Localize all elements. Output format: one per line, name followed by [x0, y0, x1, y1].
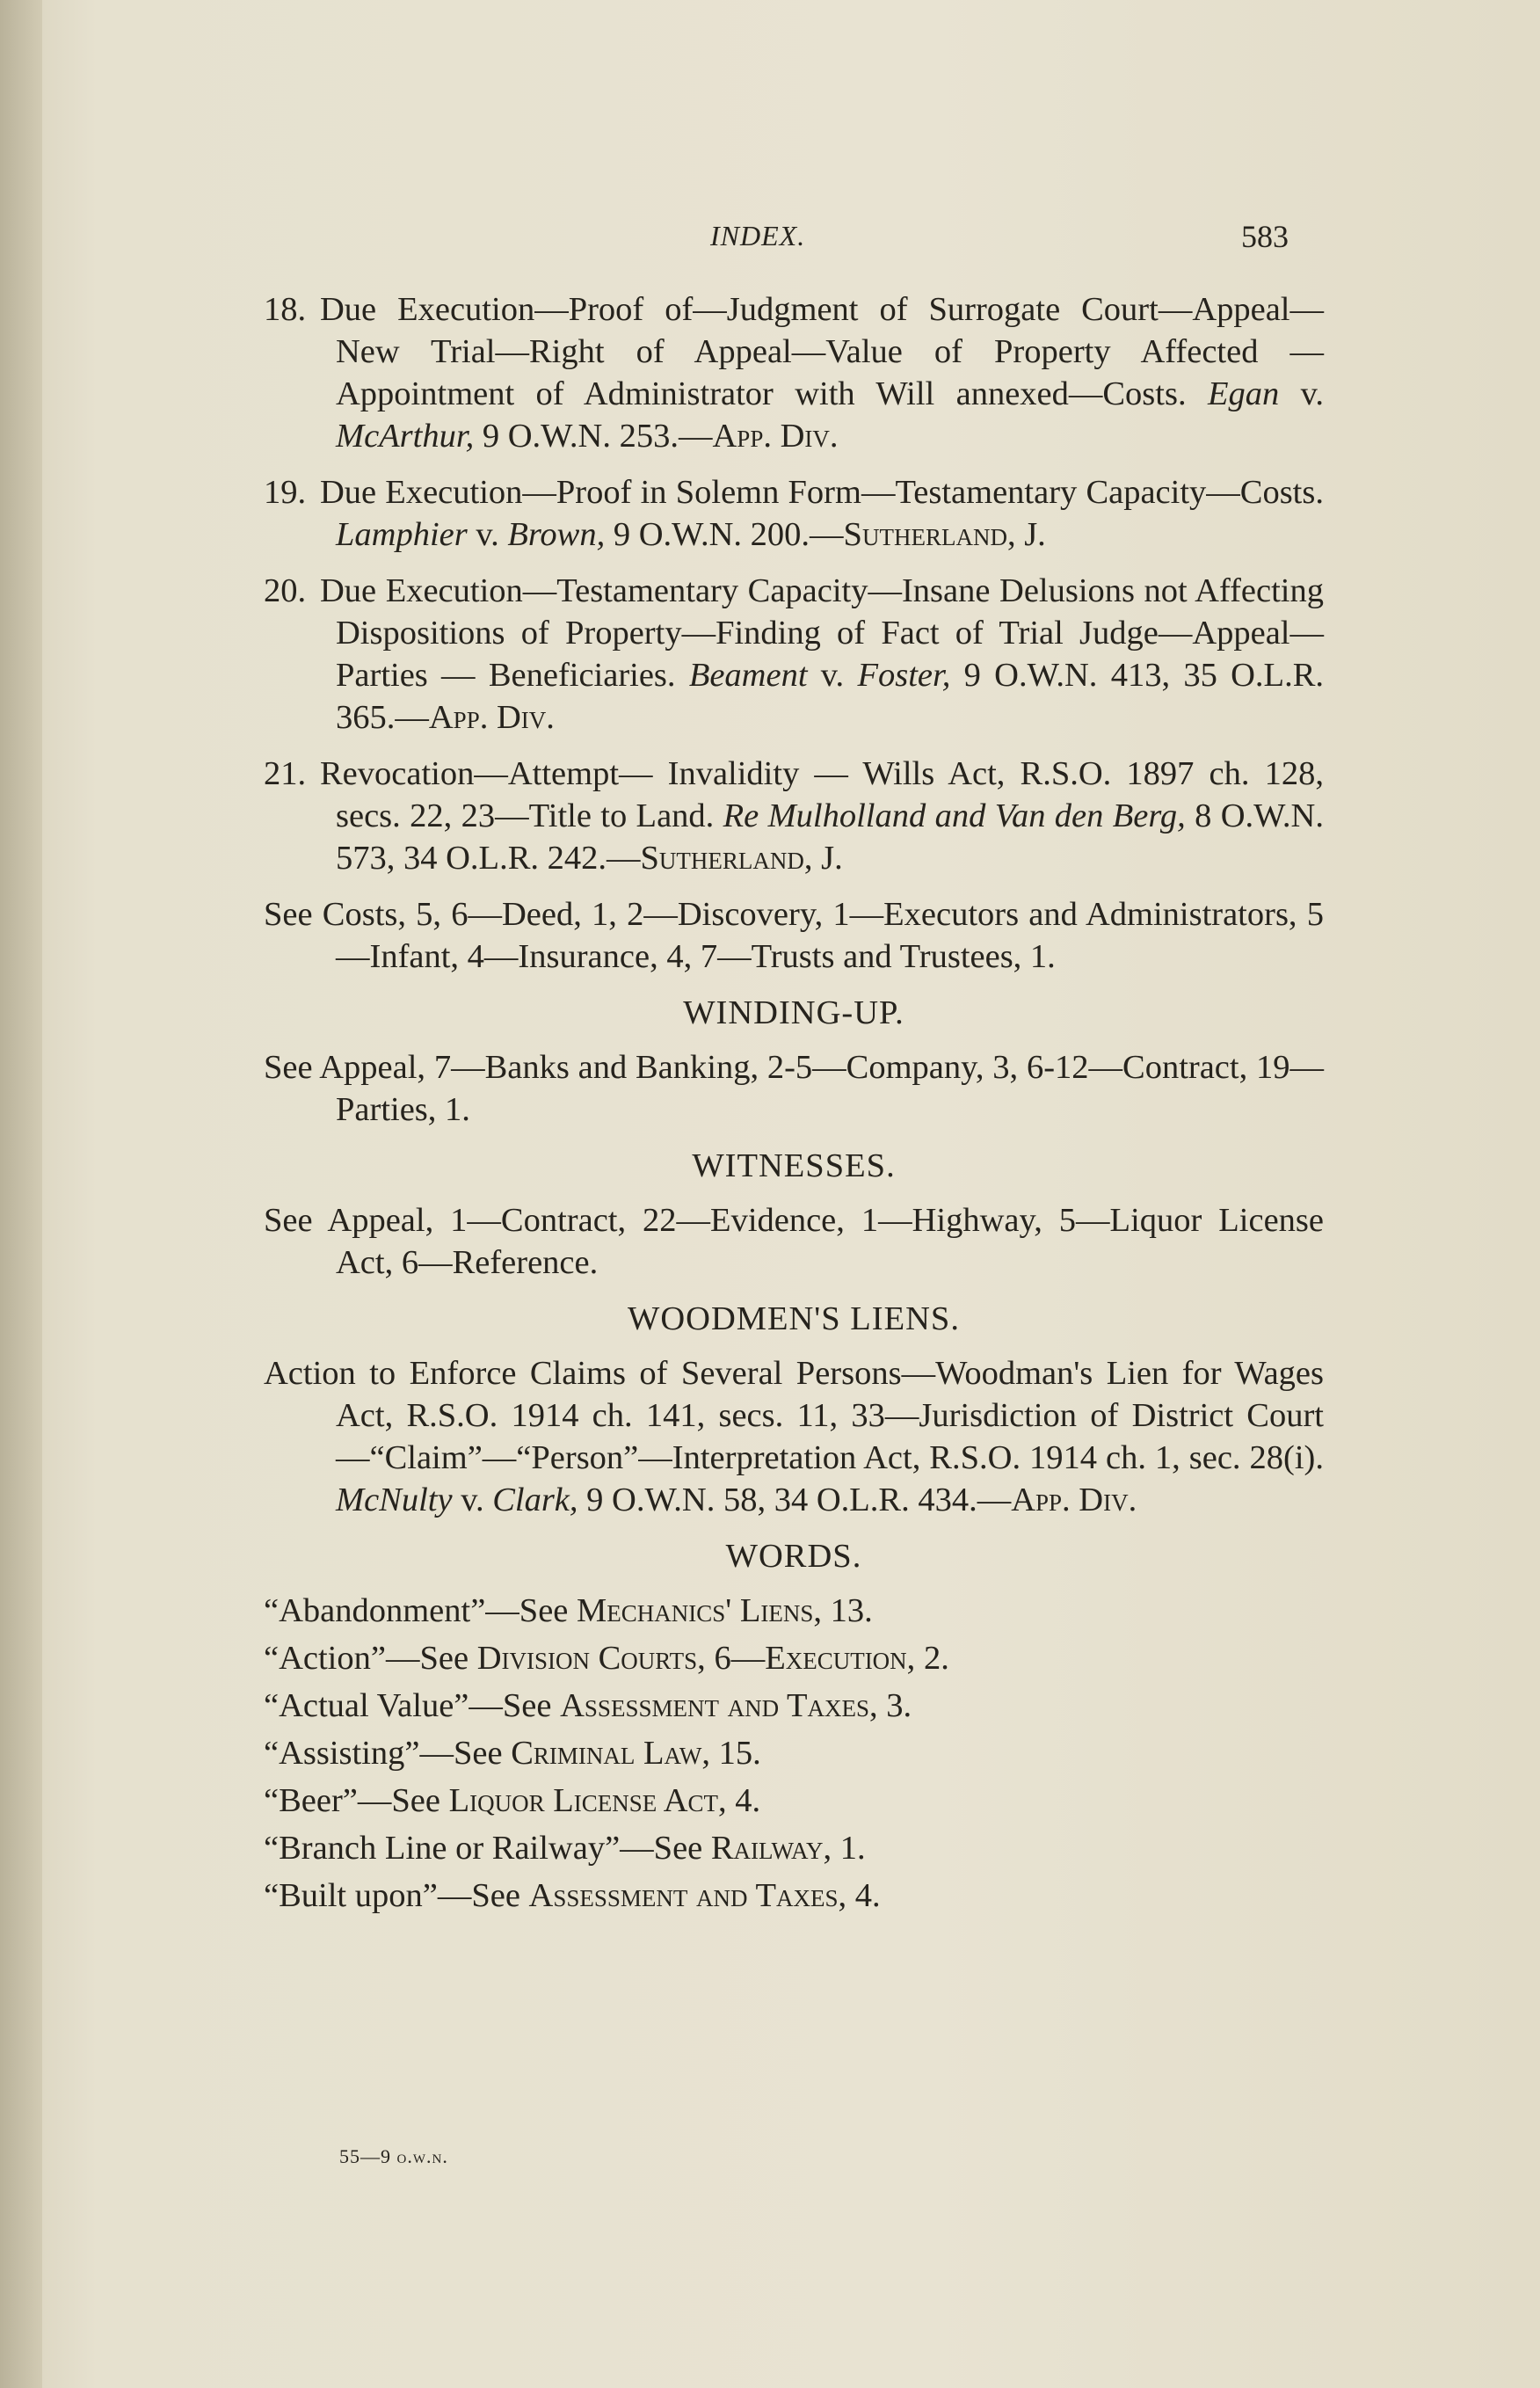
- case-party: McNulty: [336, 1482, 453, 1518]
- word-number: 3.: [877, 1687, 912, 1724]
- word-term: “Built upon”—See: [264, 1877, 529, 1914]
- word-number: 4.: [726, 1782, 761, 1819]
- word-entry: [264, 1732, 1324, 1774]
- word-entry: [264, 1827, 1324, 1869]
- word-term: “Assisting”—See: [264, 1735, 512, 1772]
- word-number: 15.: [710, 1735, 761, 1772]
- case-party: Lamphier: [336, 516, 468, 553]
- court: Sutherland, J.: [640, 840, 843, 877]
- index-content: [264, 288, 1324, 1922]
- word-reference: Criminal Law,: [511, 1735, 710, 1772]
- entry-number: 19.: [264, 474, 307, 511]
- citation: 9 O.W.N. 58, 34 O.L.R. 434.—: [578, 1482, 1012, 1518]
- case-party: Egan: [1207, 375, 1280, 412]
- court: App. Div.: [712, 418, 839, 455]
- witnesses-see-also: See Appeal, 1—Contract, 22—Evidence, 1—Highway, 5—Liquor License Act, 6—Reference.: [264, 1202, 1324, 1281]
- word-term: “Branch Line or Railway”—See: [264, 1830, 711, 1867]
- court: Sutherland, J.: [843, 516, 1046, 553]
- entry-text: Action to Enforce Claims of Several Persons—Woodman's Lien for Wages Act, R.S.O. 1914 ch. 141, secs. 11, 33—Jurisdiction of District Court—“Claim”—“Person”—Interpretation Act, R.S.O. 1914 ch. 1, sec. 28(i).: [264, 1355, 1324, 1476]
- citation: 9 O.W.N. 413, 35 O.L.R. 365.—: [336, 657, 1325, 736]
- entry-number: 18.: [264, 291, 307, 328]
- word-reference: Liquor License Act,: [448, 1782, 727, 1819]
- word-term: “Action”—See: [264, 1640, 477, 1677]
- word-number: 6—: [705, 1640, 766, 1677]
- entry-text: Due Execution—Testamentary Capacity—Insane Delusions not Affecting Dispositions of Property—Finding of Fact of Trial Judge—Appeal—Parties — Beneficiaries.: [320, 572, 1324, 694]
- wills-entry-21: [264, 753, 1324, 879]
- word-number: 2.: [915, 1640, 949, 1677]
- citation: 8 O.W.N. 573, 34 O.L.R. 242.—: [336, 797, 1324, 877]
- section-heading-witnesses: WITNESSES.: [692, 1147, 896, 1184]
- word-reference: Assessment and Taxes,: [560, 1687, 878, 1724]
- word-term: “Beer”—See: [264, 1782, 449, 1819]
- entry-number: 20.: [264, 572, 307, 609]
- word-reference: Mechanics' Liens,: [577, 1592, 822, 1629]
- court: App. Div.: [1011, 1482, 1137, 1518]
- word-number: 13.: [821, 1592, 873, 1629]
- entry-text: Due Execution—Proof of—Judgment of Surrogate Court—Appeal—New Trial—Right of Appeal—Value of Property Affected — Appointment of Administrator with Will annexed—Costs.: [320, 291, 1324, 412]
- word-term: “Actual Value”—See: [264, 1687, 561, 1724]
- book-spine-shadow: [0, 0, 42, 2388]
- word-reference: Assessment and Taxes,: [528, 1877, 847, 1914]
- word-entry: [264, 1637, 1324, 1679]
- word-entry: [264, 1590, 1324, 1632]
- wills-entry-19: [264, 471, 1324, 556]
- case-party: Brown,: [507, 516, 606, 553]
- word-entry: [264, 1875, 1324, 1917]
- case-party: Foster,: [857, 657, 951, 694]
- citation: 9 O.W.N. 200.—: [605, 516, 844, 553]
- entry-number: 21.: [264, 755, 307, 792]
- running-header: INDEX.: [710, 220, 806, 251]
- entry-text: Due Execution—Proof in Solemn Form—Testamentary Capacity—Costs.: [320, 474, 1324, 511]
- case-party: Van den Berg,: [994, 797, 1186, 834]
- word-entry: [264, 1780, 1324, 1822]
- wills-entry-20: [264, 570, 1324, 739]
- case-party: Clark,: [492, 1482, 578, 1518]
- case-versus: v.: [807, 657, 858, 694]
- section-heading-words: WORDS.: [725, 1538, 862, 1575]
- case-party: Re Mulholland and: [723, 797, 986, 834]
- winding-up-see-also: See Appeal, 7—Banks and Banking, 2-5—Company, 3, 6-12—Contract, 19—Parties, 1.: [264, 1049, 1324, 1128]
- word-reference: Division Courts,: [476, 1640, 706, 1677]
- word-reference: Execution,: [765, 1640, 916, 1677]
- section-heading-winding-up: WINDING-UP.: [683, 994, 904, 1031]
- court: App. Div.: [428, 699, 555, 736]
- case-versus: v.: [1279, 375, 1324, 412]
- case-versus: v.: [467, 516, 508, 553]
- word-reference: Railway,: [710, 1830, 832, 1867]
- case-versus: [985, 797, 994, 834]
- case-party: McArthur,: [336, 418, 475, 455]
- word-term: “Abandonment”—See: [264, 1592, 578, 1629]
- page-number: 583: [1241, 219, 1289, 254]
- citation: 9 O.W.N. 253.—: [474, 418, 713, 455]
- case-party: Beament: [688, 657, 808, 694]
- word-number: 1.: [832, 1830, 866, 1867]
- section-heading-woodmens-liens: WOODMEN'S LIENS.: [628, 1300, 960, 1337]
- case-versus: v.: [452, 1482, 493, 1518]
- word-number: 4.: [846, 1877, 881, 1914]
- woodmens-liens-entry: [264, 1352, 1324, 1521]
- wills-entry-18: [264, 288, 1324, 457]
- word-entry: [264, 1685, 1324, 1727]
- signature-mark: 55—9 o.w.n.: [339, 2145, 448, 2167]
- wills-see-also: See Costs, 5, 6—Deed, 1, 2—Discovery, 1—Executors and Administrators, 5—Infant, 4—Insurance, 4, 7—Trusts and Trustees, 1.: [264, 896, 1324, 975]
- entry-text: Revocation—Attempt— Invalidity — Wills Act, R.S.O. 1897 ch. 128, secs. 22, 23—Title to Land.: [320, 755, 1324, 834]
